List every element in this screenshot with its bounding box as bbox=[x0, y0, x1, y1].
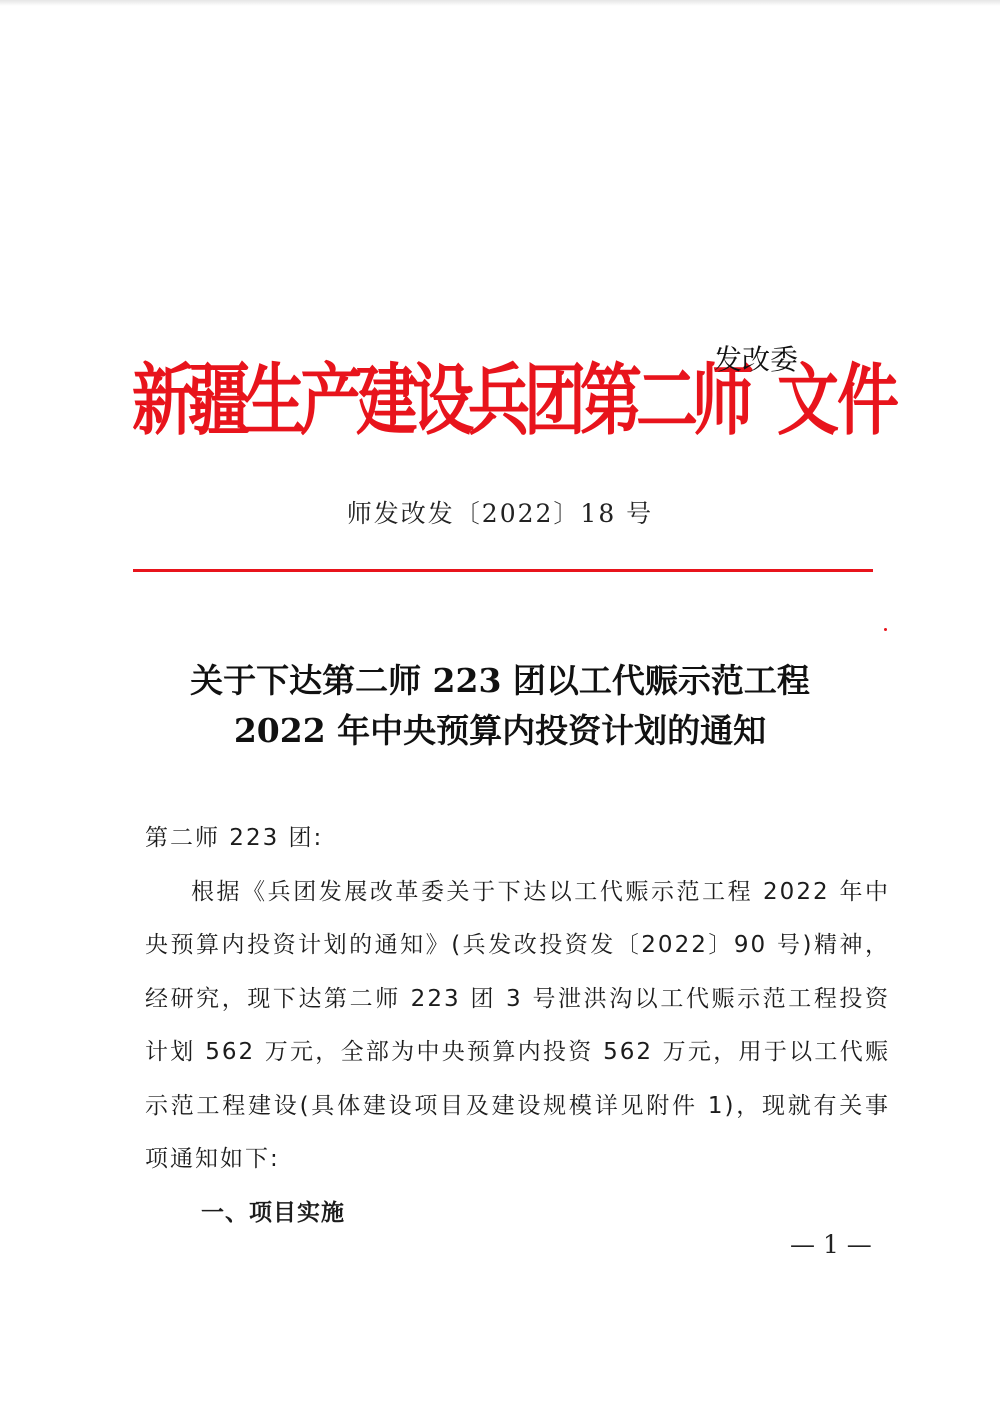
issuing-department: 发改委 bbox=[714, 343, 799, 376]
scan-edge bbox=[0, 0, 1000, 6]
salutation: 第二师 223 团: bbox=[145, 825, 324, 851]
document-body bbox=[145, 812, 890, 1240]
section-heading: 一、项目实施 bbox=[201, 1199, 345, 1226]
document-header bbox=[132, 338, 898, 446]
page-number: — 1 — bbox=[790, 1230, 872, 1259]
red-separator-line bbox=[133, 569, 873, 572]
document-type-label: 文件 bbox=[777, 354, 898, 446]
document-number: 师发改发〔2022〕18 号 bbox=[346, 499, 654, 528]
body-paragraph: 根据《兵团发展改革委关于下达以工代赈示范工程 2022 年中央预算内投资计划的通知》(兵发改投资发〔2022〕90 号)精神，经研究，现下达第二师 223 团 3 号泄洪沟以工代赈示范工程投资计划 562 万元，全部为中央预算内投资 562 万元，用于以工代赈示范工程建设(具体建设项目及建设规模详见附件 1)，现就有关事项通知如下: bbox=[145, 878, 890, 1172]
issuing-organization: 新疆生产建设兵团第二师 bbox=[132, 354, 749, 446]
red-mark bbox=[884, 628, 887, 631]
title-line-1: 关于下达第二师 223 团以工代赈示范工程 bbox=[190, 661, 810, 700]
document-title bbox=[0, 656, 1000, 756]
title-line-2: 2022 年中央预算内投资计划的通知 bbox=[233, 711, 767, 750]
